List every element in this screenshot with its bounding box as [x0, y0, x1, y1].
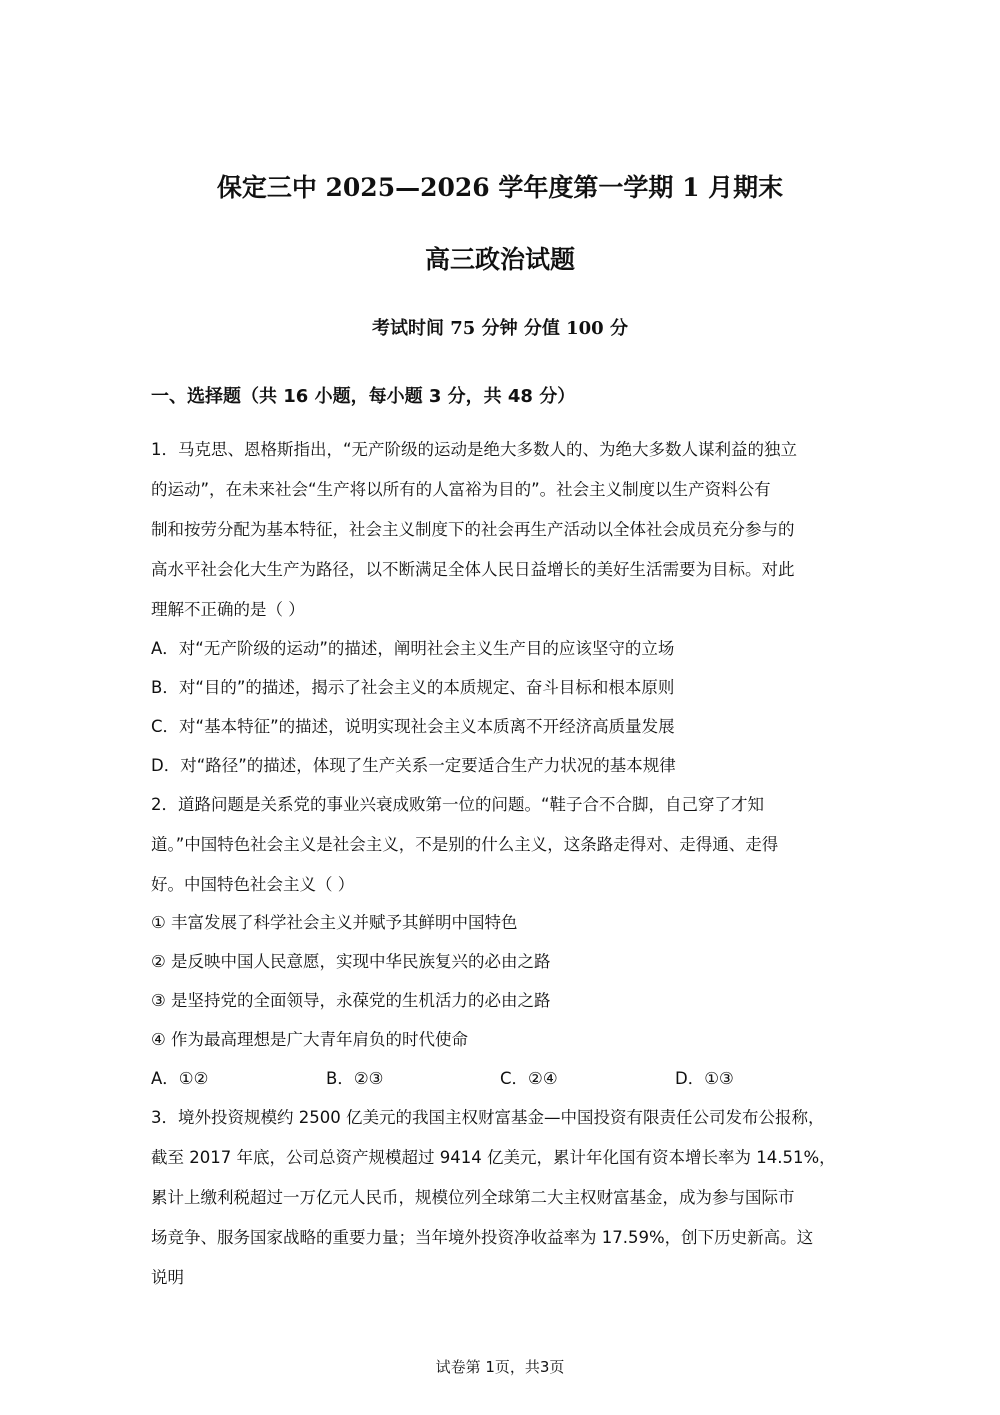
exam-info: 考试时间 75 分钟 分值 100 分: [372, 318, 628, 339]
question-1-stem-line: 制和按劳分配为基本特征，社会主义制度下的社会再生产活动以全体社会成员充分参与的: [151, 520, 795, 539]
question-3-stem-line: 3．境外投资规模约 2500 亿美元的我国主权财富基金—中国投资有限责任公司发布公报称，: [151, 1108, 825, 1127]
question-2-stem-line: 2．道路问题是关系党的事业兴衰成败第一位的问题。“鞋子合不合脚，自己穿了才知: [151, 795, 765, 814]
question-1-option-b: B．对“目的”的描述，揭示了社会主义的本质规定、奋斗目标和根本原则: [151, 678, 675, 697]
question-1-option-c: C．对“基本特征”的描述，说明实现社会主义本质离不开经济高质量发展: [151, 717, 675, 736]
question-2-stem-line: 道。”中国特色社会主义是社会主义，不是别的什么主义，这条路走得对、走得通、走得: [151, 835, 779, 854]
question-2-statement-2: ② 是反映中国人民意愿，实现中华民族复兴的必由之路: [151, 952, 551, 971]
question-2-choice-c: C．②④: [500, 1069, 558, 1088]
question-2-statement-4: ④ 作为最高理想是广大青年肩负的时代使命: [151, 1030, 469, 1049]
question-1-stem-line: 1．马克思、恩格斯指出，“无产阶级的运动是绝大多数人的、为绝大多数人谋利益的独立: [151, 440, 798, 459]
question-2-stem-line: 好。中国特色社会主义（ ）: [151, 875, 355, 894]
question-3-stem-line: 场竞争、服务国家战略的重要力量；当年境外投资净收益率为 17.59%，创下历史新高。这: [151, 1228, 814, 1247]
question-1-option-d: D．对“路径”的描述，体现了生产关系一定要适合生产力状况的基本规律: [151, 756, 676, 775]
question-1-stem-line: 高水平社会化大生产为路径，以不断满足全体人民日益增长的美好生活需要为目标。对此: [151, 560, 795, 579]
question-2-choice-a: A．①②: [151, 1069, 209, 1088]
question-3-stem-line: 累计上缴利税超过一万亿元人民币，规模位列全球第二大主权财富基金，成为参与国际市: [151, 1188, 795, 1207]
section-heading: 一、选择题（共 16 小题，每小题 3 分，共 48 分）: [151, 386, 576, 407]
question-2-statement-1: ① 丰富发展了科学社会主义并赋予其鲜明中国特色: [151, 913, 518, 932]
question-1-stem-line: 理解不正确的是（ ）: [151, 600, 305, 619]
question-2-choices: [151, 1065, 851, 1095]
question-1-option-a: A．对“无产阶级的运动”的描述，阐明社会主义生产目的应该坚守的立场: [151, 639, 675, 658]
question-3-stem-line: 说明: [151, 1268, 184, 1287]
page-footer: 试卷第 1页，共3页: [435, 1358, 565, 1376]
question-2-choice-d: D．①③: [675, 1069, 734, 1088]
question-2-statement-3: ③ 是坚持党的全面领导，永葆党的生机活力的必由之路: [151, 991, 551, 1010]
exam-title: 保定三中 2025—2026 学年度第一学期 1 月期末: [216, 173, 784, 202]
exam-subject-title: 高三政治试题: [424, 245, 575, 274]
question-2-choice-b: B．②③: [326, 1069, 384, 1088]
question-1-stem-line: 的运动”，在未来社会“生产将以所有的人富裕为目的”。社会主义制度以生产资料公有: [151, 480, 771, 499]
question-3-stem-line: 截至 2017 年底，公司总资产规模超过 9414 亿美元，累计年化国有资本增长率为 14.51%，: [151, 1148, 836, 1167]
